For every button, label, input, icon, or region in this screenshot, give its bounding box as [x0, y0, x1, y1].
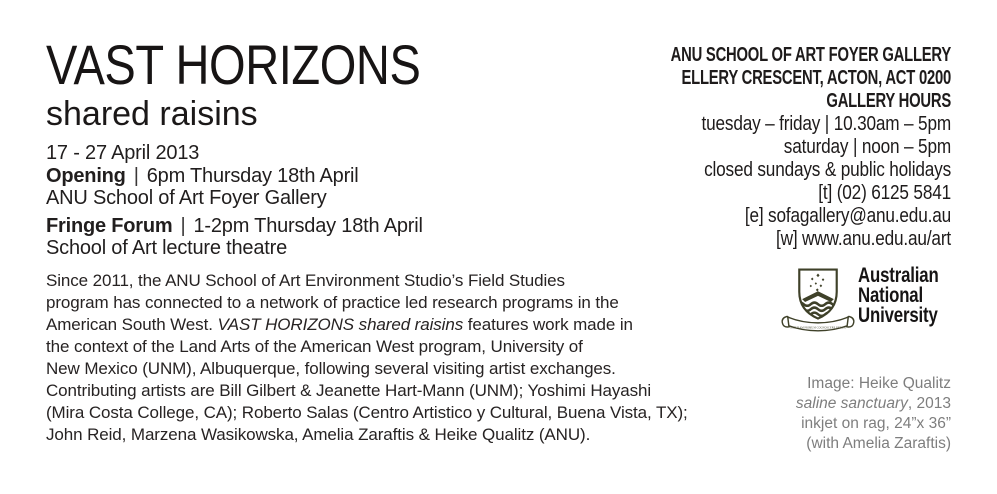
description-text-segment: New Mexico (UNM), Albuquerque, following several visiting artist exchanges. — [46, 359, 616, 378]
description-line — [46, 314, 688, 336]
opening-line — [46, 165, 423, 188]
description-text-segment: the context of the Land Arts of the American West program, University of — [46, 337, 583, 356]
description-text-segment: John Reid, Marzena Wasikowska, Amelia Zaraftis & Heike Qualitz (ANU). — [46, 425, 591, 444]
exhibition-dates: 17 - 27 April 2013 — [46, 142, 200, 164]
gallery-info — [531, 44, 951, 251]
credit-artwork-title-line — [651, 394, 951, 414]
gallery-website: [w] www.anu.edu.au/art — [775, 228, 951, 250]
description-text-segment: (Mira Costa College, CA); Roberto Salas (Centro Artistico y Cultural, Buena Vista, TX); — [46, 403, 688, 422]
description-text-segment: features work made in — [463, 315, 633, 334]
description-line — [46, 358, 688, 380]
description-text-segment: Since 2011, the ANU School of Art Environment Studio’s Field Studies — [46, 271, 565, 290]
description-line — [46, 336, 688, 358]
gallery-email: [e] sofagallery@anu.edu.au — [744, 205, 951, 227]
description-text-segment: Contributing artists are Bill Gilbert & Jeanette Hart-Mann (UNM); Yoshimi Hayashi — [46, 381, 652, 400]
description-line — [46, 270, 688, 292]
credit-artwork-title: saline sanctuary — [795, 395, 908, 412]
credit-collaborator: (with Amelia Zaraftis) — [806, 435, 951, 452]
opening-time: 6pm Thursday 18th April — [146, 164, 359, 187]
anu-wordmark-line: Australian — [858, 264, 939, 287]
anu-logo — [778, 265, 958, 341]
image-credit — [651, 374, 951, 454]
forum-venue: School of Art lecture theatre — [46, 237, 288, 259]
description-line — [46, 380, 688, 402]
gallery-hours-weekdays: tuesday – friday | 10.30am – 5pm — [701, 113, 951, 135]
description-text-segment: program has connected to a network of practice led research programs in the — [46, 293, 619, 312]
opening-label: Opening — [46, 164, 126, 187]
gallery-hours-closed: closed sundays & public holidays — [704, 159, 951, 181]
description-text-segment: American South West. — [46, 315, 218, 334]
gallery-hours-heading: GALLERY HOURS — [826, 90, 951, 112]
opening-separator: | — [133, 164, 139, 187]
exhibition-title: VAST HORIZONS — [46, 33, 421, 96]
masthead — [46, 33, 492, 133]
gallery-hours-saturday: saturday | noon – 5pm — [783, 136, 951, 158]
anu-wordmark — [858, 266, 959, 326]
credit-artwork-year: , 2013 — [907, 395, 951, 412]
forum-label: Fringe Forum — [46, 214, 173, 237]
credit-photographer: Image: Heike Qualitz — [807, 375, 951, 392]
forum-line — [46, 215, 423, 238]
credit-medium: inkjet on rag, 24”x 36” — [801, 415, 951, 432]
description-paragraph — [46, 270, 688, 446]
description-line — [46, 292, 688, 314]
description-line — [46, 402, 688, 424]
forum-time: 1-2pm Thursday 18th April — [193, 214, 423, 237]
anu-wordmark-line: University — [858, 304, 938, 327]
forum-separator: | — [180, 214, 186, 237]
gallery-address: ELLERY CRESCENT, ACTON, ACT 0200 — [681, 67, 951, 89]
anu-wordmark-line: National — [858, 284, 923, 307]
gallery-phone: [t] (02) 6125 5841 — [818, 182, 951, 204]
anu-crest-icon — [778, 266, 858, 338]
opening-venue: ANU School of Art Foyer Gallery — [46, 187, 327, 209]
description-line — [46, 424, 688, 446]
anu-motto: NATURAM PRIMUM COGNOSCERE RERUM — [790, 326, 846, 330]
event-details — [46, 142, 423, 260]
gallery-name: ANU SCHOOL OF ART FOYER GALLERY — [670, 44, 951, 66]
description-italic-segment: VAST HORIZONS shared raisins — [217, 315, 464, 334]
exhibition-subtitle: shared raisins — [46, 95, 258, 133]
